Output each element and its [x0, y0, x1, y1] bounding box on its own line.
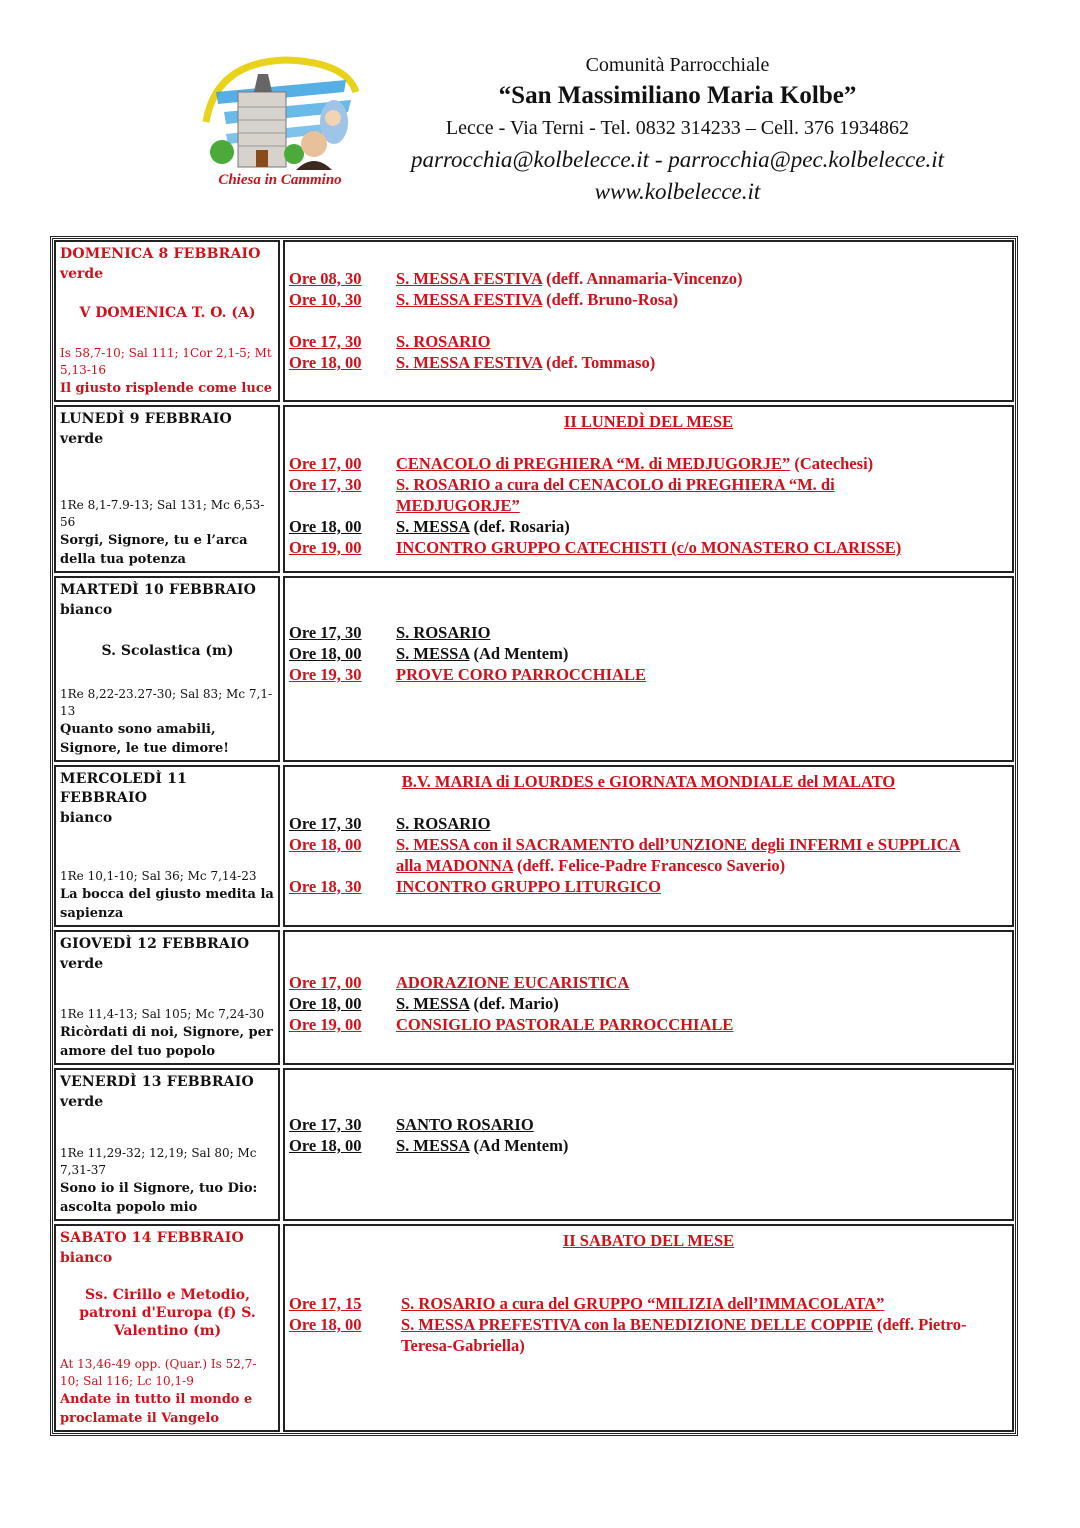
event-item [289, 352, 1008, 373]
day-events [283, 1224, 1014, 1432]
event-time: Ore 18, 00 [289, 835, 362, 854]
day-events [283, 405, 1014, 573]
day-info [54, 1068, 280, 1221]
event-title: S. MESSA [396, 517, 470, 536]
event-item [289, 474, 1008, 516]
day-events [283, 765, 1014, 927]
event-time: Ore 18, 00 [289, 994, 362, 1013]
event-item [289, 622, 1008, 643]
day-info [54, 240, 280, 402]
antiphon: Quanto sono amabili, Signore, le tue dimore! [60, 722, 229, 756]
day-note: II SABATO DEL MESE [562, 1231, 735, 1250]
event-time: Ore 18, 00 [289, 1315, 362, 1334]
event-title: S. MESSA PREFESTIVA con la BENEDIZIONE DELLE COPPIE [401, 1315, 873, 1334]
antiphon: Andate in tutto il mondo e proclamate il Vangelo [60, 1392, 253, 1426]
liturgical-color: verde [60, 1094, 104, 1110]
event-time: Ore 17, 30 [289, 623, 362, 642]
parish-logo [196, 52, 364, 194]
liturgical-color: verde [60, 431, 104, 447]
event-time: Ore 17, 15 [289, 1294, 362, 1313]
day-row [54, 240, 1014, 402]
day-events [283, 1068, 1014, 1221]
parish-info [370, 50, 985, 208]
event-item [289, 1014, 1008, 1035]
event-title: S. ROSARIO [396, 332, 491, 351]
day-note: II LUNEDÌ DEL MESE [563, 412, 734, 431]
event-time: Ore 17, 00 [289, 454, 362, 473]
liturgical-color: bianco [60, 810, 113, 826]
day-info [54, 1224, 280, 1432]
event-time: Ore 19, 00 [289, 1015, 362, 1034]
day-row [54, 576, 1014, 762]
day-row [54, 930, 1014, 1065]
antiphon: Sorgi, Signore, tu e l’arca della tua potenza [60, 533, 248, 567]
event-title: S. MESSA FESTIVA [396, 269, 542, 288]
event-time: Ore 17, 30 [289, 332, 362, 351]
event-item [289, 834, 1008, 876]
event-item [289, 813, 1008, 834]
liturgical-color: verde [60, 956, 104, 972]
day-info [54, 765, 280, 927]
event-item [289, 289, 1008, 310]
event-item [289, 331, 1008, 352]
event-note: (c/o MONASTERO CLARISSE) [667, 538, 902, 557]
event-time: Ore 17, 30 [289, 1115, 362, 1134]
event-title: S. MESSA con il SACRAMENTO dell’UNZIONE degli INFERMI e SUPPLICA alla MADONNA [396, 835, 961, 875]
readings: Is 58,7-10; Sal 111; 1Cor 2,1-5; Mt 5,13-16 [60, 346, 272, 377]
svg-text:Chiesa in Cammino: Chiesa in Cammino [218, 172, 342, 188]
feast-name: V DOMENICA T. O. (A) [79, 305, 256, 321]
event-time: Ore 10, 30 [289, 290, 362, 309]
day-events [283, 576, 1014, 762]
event-item [289, 643, 1008, 664]
day-events [283, 930, 1014, 1065]
event-item [289, 1314, 1008, 1356]
feast-name: Ss. Cirillo e Metodio, patroni d'Europa (f) S. Valentino (m) [79, 1287, 256, 1339]
day-name: MARTEDÌ 10 FEBBRAIO [60, 582, 257, 598]
event-note: (deff. Pietro-Teresa-Gabriella) [401, 1315, 967, 1355]
event-title: S. ROSARIO [396, 814, 491, 833]
event-title: S. ROSARIO [396, 623, 491, 642]
event-item [289, 268, 1008, 289]
event-title: CONSIGLIO PASTORALE PARROCCHIALE [396, 1015, 734, 1034]
event-title: S. MESSA [396, 644, 470, 663]
event-item [289, 516, 1008, 537]
event-time: Ore 18, 00 [289, 644, 362, 663]
event-note: (def. Tommaso) [541, 353, 656, 372]
event-title: CENACOLO di PREGHIERA “M. di MEDJUGORJE” [396, 454, 791, 473]
readings: 1Re 8,1-7.9-13; Sal 131; Mc 6,53-56 [60, 498, 265, 529]
day-info [54, 405, 280, 573]
day-name: GIOVEDÌ 12 FEBBRAIO [60, 936, 250, 952]
antiphon: Sono io il Signore, tuo Dio: ascolta popolo mio [60, 1181, 258, 1215]
event-title: INCONTRO GRUPPO CATECHISTI [396, 538, 668, 557]
event-item [289, 537, 1008, 558]
event-note: (deff. Bruno-Rosa) [541, 290, 679, 309]
event-time: Ore 18, 00 [289, 1136, 362, 1155]
event-note: (Catechesi) [790, 454, 874, 473]
event-time: Ore 19, 30 [289, 665, 362, 684]
day-row [54, 1068, 1014, 1221]
event-title: S. MESSA [396, 1136, 470, 1155]
event-note: (deff. Felice-Padre Francesco Saverio) [512, 856, 786, 875]
event-title: PROVE CORO PARROCCHIALE [396, 665, 646, 684]
event-item [289, 1293, 1008, 1314]
event-note: (Ad Mentem) [469, 1136, 569, 1155]
day-info [54, 576, 280, 762]
day-row [54, 765, 1014, 927]
day-name: LUNEDÌ 9 FEBBRAIO [60, 411, 232, 427]
parish-name: “San Massimiliano Maria Kolbe” [498, 82, 857, 109]
day-name: SABATO 14 FEBBRAIO [60, 1230, 244, 1246]
event-title: S. MESSA FESTIVA [396, 353, 542, 372]
event-item [289, 1114, 1008, 1135]
antiphon: La bocca del giusto medita la sapienza [60, 887, 274, 921]
readings: 1Re 11,29-32; 12,19; Sal 80; Mc 7,31-37 [60, 1146, 257, 1177]
event-note: (Ad Mentem) [469, 644, 569, 663]
event-time: Ore 17, 30 [289, 814, 362, 833]
event-time: Ore 18, 00 [289, 353, 362, 372]
feast-name: S. Scolastica (m) [101, 643, 234, 659]
liturgical-color: bianco [60, 602, 113, 618]
day-name: VENERDÌ 13 FEBBRAIO [60, 1074, 254, 1090]
event-time: Ore 17, 30 [289, 475, 362, 494]
event-item [289, 453, 1008, 474]
day-info [54, 930, 280, 1065]
liturgical-color: verde [60, 266, 104, 282]
readings: At 13,46-49 opp. (Quar.) Is 52,7-10; Sal 116; Lc 10,1-9 [60, 1357, 257, 1388]
event-item [289, 1135, 1008, 1156]
contact-emails[interactable]: parrocchia@kolbelecce.it - parrocchia@pec.kolbelecce.it [411, 147, 944, 172]
community-label: Comunità Parrocchiale [585, 54, 770, 76]
event-time: Ore 08, 30 [289, 269, 362, 288]
event-time: Ore 19, 00 [289, 538, 362, 557]
readings: 1Re 10,1-10; Sal 36; Mc 7,14-23 [60, 869, 257, 883]
weekly-calendar [50, 236, 1018, 1436]
day-note: B.V. MARIA di LOURDES e GIORNATA MONDIALE del MALATO [401, 772, 896, 791]
readings: 1Re 8,22-23.27-30; Sal 83; Mc 7,1-13 [60, 687, 273, 718]
event-time: Ore 18, 30 [289, 877, 362, 896]
event-item [289, 664, 1008, 685]
event-title: S. ROSARIO a cura del CENACOLO di PREGHIERA “M. di MEDJUGORJE” [396, 475, 835, 515]
readings: 1Re 11,4-13; Sal 105; Mc 7,24-30 [60, 1007, 265, 1021]
website-link[interactable]: www.kolbelecce.it [594, 179, 761, 204]
contact-address: Lecce - Via Terni - Tel. 0832 314233 – Cell. 376 1934862 [445, 117, 910, 139]
day-name: DOMENICA 8 FEBBRAIO [60, 246, 261, 262]
event-time: Ore 18, 00 [289, 517, 362, 536]
event-title: S. MESSA [396, 994, 470, 1013]
event-note: (def. Mario) [469, 994, 559, 1013]
event-title: INCONTRO GRUPPO LITURGICO [396, 877, 661, 896]
event-note: (def. Rosaria) [469, 517, 570, 536]
event-note: (deff. Annamaria-Vincenzo) [541, 269, 743, 288]
event-title: SANTO ROSARIO [396, 1115, 534, 1134]
event-title: ADORAZIONE EUCARISTICA [396, 973, 630, 992]
antiphon: Il giusto risplende come luce [60, 381, 273, 396]
day-name: MERCOLEDÌ 11 FEBBRAIO [60, 771, 188, 806]
antiphon: Ricòrdati di noi, Signore, per amore del tuo popolo [60, 1025, 273, 1059]
event-item [289, 972, 1008, 993]
day-row [54, 405, 1014, 573]
page-header [0, 0, 1080, 230]
event-item [289, 876, 1008, 897]
day-row [54, 1224, 1014, 1432]
day-events [283, 240, 1014, 402]
event-item [289, 993, 1008, 1014]
liturgical-color: bianco [60, 1250, 113, 1266]
event-title: S. ROSARIO a cura del GRUPPO “MILIZIA dell’IMMACOLATA” [401, 1294, 885, 1313]
event-time: Ore 17, 00 [289, 973, 362, 992]
event-title: S. MESSA FESTIVA [396, 290, 542, 309]
